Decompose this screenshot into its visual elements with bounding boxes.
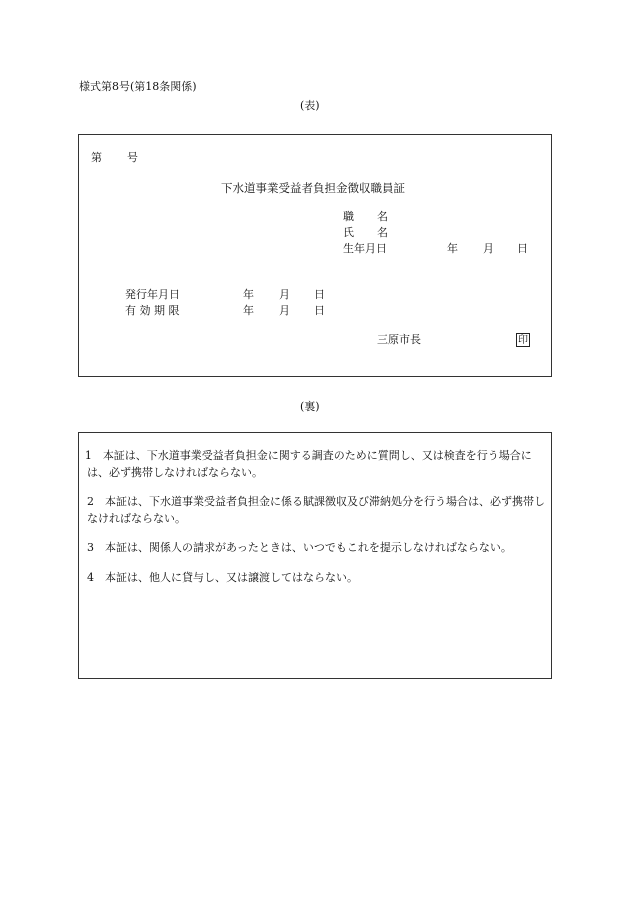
note-text: 本証は、下水道事業受益者負担金に係る賦課徴収及び滞納処分を行う場合は、必ず携帯しなければならない。 — [87, 495, 545, 525]
name-label-1: 氏 — [343, 226, 354, 239]
note-number: 4 — [87, 571, 94, 584]
note-text: 本証は、下水道事業受益者負担金に関する調査のために質問し、又は検査を行う場合には、必ず携帯しなければならない。 — [87, 449, 532, 479]
issue-date-label: 発行年月日 — [125, 288, 180, 301]
back-side-label: (裏) — [300, 400, 320, 413]
front-side-label: (表) — [300, 99, 320, 112]
form-label: 様式第8号(第18条関係) — [79, 80, 197, 93]
seal-mark: 印 — [518, 335, 528, 346]
number-prefix: 第 — [91, 151, 102, 164]
validity-month: 月 — [279, 304, 290, 317]
validity-label: 有 効 期 限 — [125, 304, 180, 317]
issuer: 三原市長 — [377, 333, 421, 346]
issue-month: 月 — [279, 288, 290, 301]
issue-year: 年 — [243, 288, 254, 301]
number-suffix: 号 — [127, 151, 138, 164]
front-card — [78, 134, 552, 377]
dob-month: 月 — [483, 242, 494, 255]
card-title: 下水道事業受益者負担金徴収職員証 — [221, 181, 405, 195]
note-item-4 — [87, 569, 547, 586]
note-text: 本証は、他人に貸与し、又は譲渡してはならない。 — [105, 571, 358, 584]
issue-day: 日 — [314, 288, 325, 301]
job-label-2: 名 — [377, 210, 388, 223]
note-number: 2 — [87, 495, 94, 508]
job-label-1: 職 — [343, 210, 354, 223]
note-item-2 — [87, 493, 547, 527]
dob-day: 日 — [517, 242, 528, 255]
name-label-2: 名 — [377, 226, 388, 239]
note-item-1 — [84, 447, 547, 481]
note-number: 1 — [84, 449, 92, 462]
note-item-3 — [87, 539, 547, 556]
validity-day: 日 — [314, 304, 325, 317]
note-text: 本証は、関係人の請求があったときは、いつでもこれを提示しなければならない。 — [105, 541, 512, 554]
dob-year: 年 — [447, 242, 458, 255]
note-number: 3 — [87, 541, 94, 554]
validity-year: 年 — [243, 304, 254, 317]
dob-label: 生年月日 — [343, 242, 387, 255]
